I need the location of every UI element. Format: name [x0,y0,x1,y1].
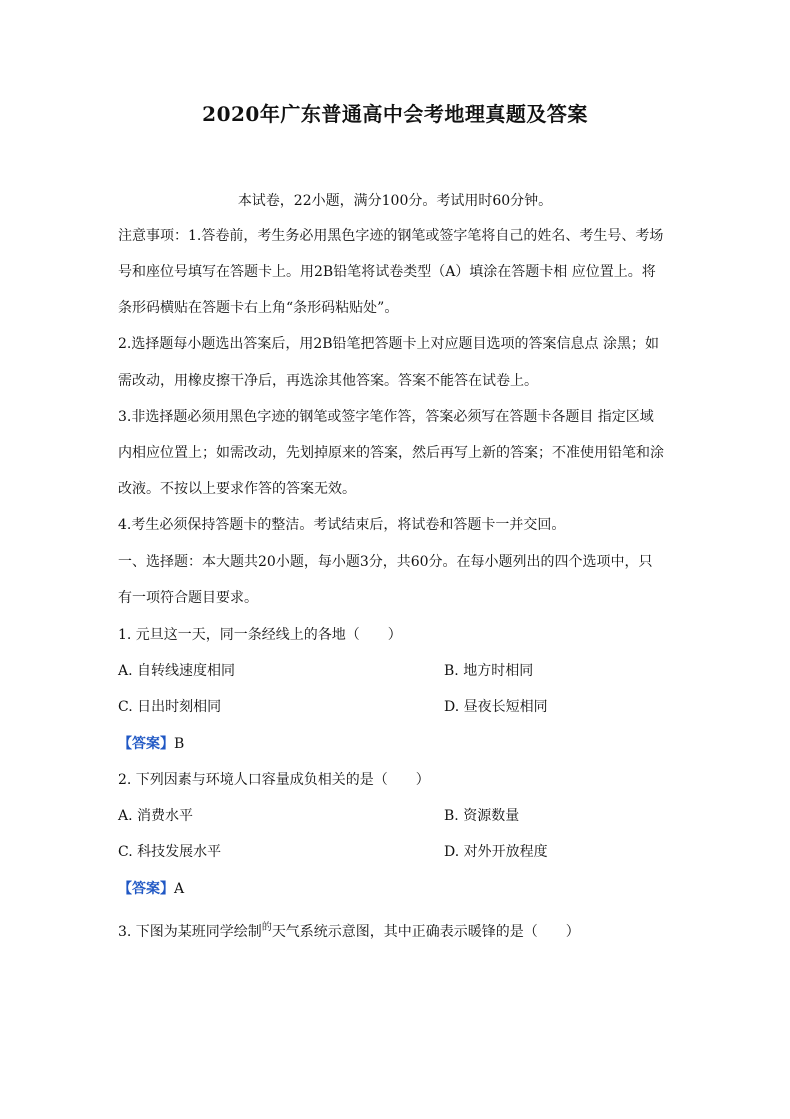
notes-line-6: 3.非选择题必须用黑色字迹的钢笔或签字笔作答，答案必须写在答题卡各题目 指定区域 [118,409,654,425]
notes-line-1: 注意事项：1.答卷前，考生务必用黑色字迹的钢笔或签字笔将自己的姓名、考生号、考场 [118,228,664,244]
question-3-stem-after: 天气系统示意图，其中正确表示暖锋的是（ ） [271,924,580,940]
question-1-stem: 1. 元旦这一天，同一条经线上的各地（ ） [118,627,402,643]
notes-line-9: 4.考生必须保持答题卡的整洁。考试结束后，将试卷和答题卡一并交回。 [118,517,566,533]
exam-intro: 本试卷，22小题，满分100分。考试用时60分钟。 [237,193,553,209]
question-2-option-c: C. 科技发展水平 [118,844,222,860]
answer-value: B [174,736,185,752]
answer-label: 【答案】 [118,736,174,752]
question-3-stem-sup: 的 [261,922,272,933]
section-heading-1: 一、选择题：本大题共20小题，每小题3分，共60分。在每小题列出的四个选项中，只 [118,554,653,570]
notes-line-5: 需改动，用橡皮擦干净后，再选涂其他答案。答案不能答在试卷上。 [118,373,538,389]
question-2-option-a: A. 消费水平 [118,808,194,824]
answer-label: 【答案】 [118,881,174,897]
question-1-option-d: D. 昼夜长短相同 [444,699,548,715]
question-3-stem-before: 3. 下图为某班同学绘制 [118,924,262,940]
question-3-stem [118,918,580,941]
notes-line-3: 条形码横贴在答题卡右上角“条形码粘贴处”。 [118,300,399,316]
question-2-option-b: B. 资源数量 [444,808,520,824]
notes-line-4: 2.选择题每小题选出答案后，用2B铅笔把答题卡上对应题目选项的答案信息点 涂黑；如 [118,336,660,352]
question-1-option-a: A. 自转线速度相同 [118,663,236,679]
notes-line-2: 号和座位号填写在答题卡上。用2B铅笔将试卷类型（A）填涂在答题卡相 应位置上。将 [118,264,656,280]
question-2-stem: 2. 下列因素与环境人口容量成负相关的是（ ） [118,772,430,788]
question-2-option-d: D. 对外开放程度 [444,844,548,860]
question-1-option-c: C. 日出时刻相同 [118,699,222,715]
question-2-answer [118,878,184,898]
section-heading-2: 有一项符合题目要求。 [118,590,258,606]
answer-value: A [174,881,185,897]
question-1-answer [118,733,184,753]
notes-line-8: 改液。不按以上要求作答的答案无效。 [118,481,356,497]
notes-line-7: 内相应位置上；如需改动，先划掉原来的答案，然后再写上新的答案；不准使用铅笔和涂 [118,445,664,461]
question-1-option-b: B. 地方时相同 [444,663,534,679]
page-title: 2020年广东普通高中会考地理真题及答案 [202,102,588,126]
